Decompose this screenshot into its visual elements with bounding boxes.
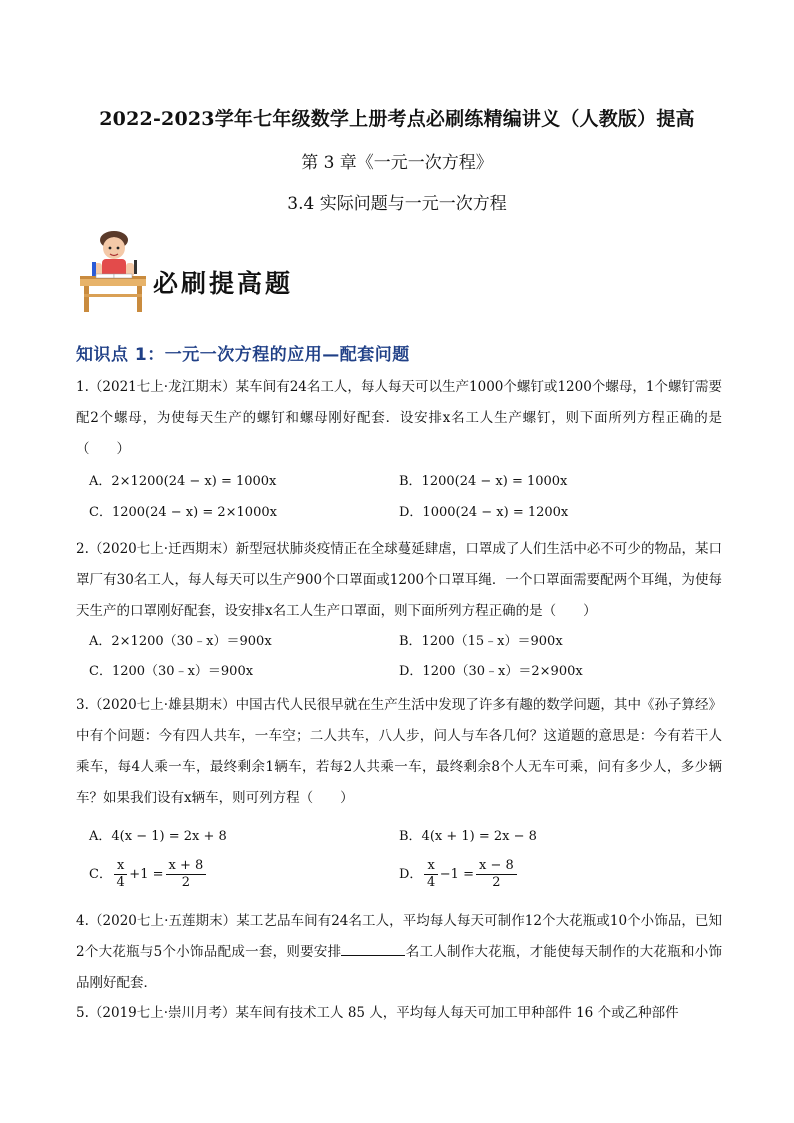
option-b: B．1200(24 − x) = 1000x bbox=[399, 474, 568, 489]
option-label: C． bbox=[89, 867, 112, 882]
option-label: D． bbox=[399, 867, 423, 882]
question-5 bbox=[76, 998, 722, 1029]
option-d: D．1000(24 − x) = 1200x bbox=[399, 505, 569, 520]
option-a: A．4(x − 1) = 2x + 8 bbox=[89, 829, 227, 844]
knowledge-point-heading: 知识点 1：一元一次方程的应用—配套问题 bbox=[76, 345, 410, 365]
question-number: 1. bbox=[76, 379, 89, 395]
option-b: B．1200（15﹣x）＝900x bbox=[399, 634, 563, 649]
answer-blank[interactable] bbox=[341, 941, 405, 956]
fraction: $\frac{x - 8}{2}$ bbox=[476, 858, 517, 891]
option-a: A．2×1200（30﹣x）＝900x bbox=[89, 634, 272, 649]
question-stem: 某车间有技术工人 85 人，平均每人每天可加工甲种部件 16 个或乙种部件 bbox=[235, 1005, 679, 1021]
question-source: （2020七上·雄县期末） bbox=[88, 697, 236, 713]
option-b: B．4(x + 1) = 2x − 8 bbox=[399, 829, 537, 844]
question-number: 3. bbox=[76, 697, 89, 713]
fraction: $\frac{x}{4}$ bbox=[424, 858, 437, 891]
question-number: 2. bbox=[76, 541, 89, 557]
document-title: 2022-2023学年七年级数学上册考点必刷练精编讲义（人教版）提高 bbox=[99, 108, 695, 130]
question-source: （2020七上·迁西期末） bbox=[88, 541, 236, 557]
fraction: $\frac{x + 8}{2}$ bbox=[166, 858, 207, 891]
option-d: D．1200（30﹣x）＝2×900x bbox=[399, 664, 583, 679]
section-banner: 必刷提高题 bbox=[153, 269, 294, 298]
fraction: $\frac{x}{4}$ bbox=[114, 858, 127, 891]
question-source: （2021七上·龙江期末） bbox=[88, 379, 236, 395]
question-stem: 名工人制作大花瓶，才能使每天制作的大花瓶和小饰品刚好配套． bbox=[76, 944, 723, 991]
option-c: C．1200（30﹣x）＝900x bbox=[89, 664, 254, 679]
student-at-desk-icon bbox=[76, 228, 150, 314]
question-number: 4. bbox=[76, 913, 89, 929]
question-1 bbox=[76, 372, 722, 465]
option-a: A．2×1200(24 − x) = 1000x bbox=[89, 474, 277, 489]
chapter-title: 第 3 章《一元一次方程》 bbox=[301, 153, 493, 173]
question-number: 5. bbox=[76, 1005, 89, 1021]
question-3 bbox=[76, 690, 722, 814]
question-stem: 新型冠状肺炎疫情正在全球蔓延肆虐，口罩成了人们生活中必不可少的物品，某口罩厂有30名工人，每人每天可以生产900个口罩面或1200个口罩耳绳．一个口罩面需要配两个耳绳，为使每天生产的口罩刚好配套，设安排x名工人生产口罩面，则下面所列方程正确的是（ ） bbox=[76, 541, 722, 619]
question-stem: 某工艺品车间有24名工人，平均每人每天可制作12个大花瓶或10个小饰品，已知2个大花瓶与5个小饰品配成一套，则要安排 bbox=[76, 913, 722, 960]
question-stem: 某车间有24名工人，每人每天可以生产1000个螺钉或1200个螺母，1个螺钉需要配2个螺母，为使每天生产的螺钉和螺母刚好配套．设安排x名工人生产螺钉，则下面所列方程正确的是（ ） bbox=[76, 379, 723, 457]
question-source: （2019七上·崇川月考） bbox=[88, 1005, 236, 1021]
question-2 bbox=[76, 534, 722, 627]
option-c: C． $\frac{x}{4}$ +1 = $\frac{x + 8}{2}$ bbox=[89, 858, 208, 891]
question-source: （2020七上·五莲期末） bbox=[88, 913, 237, 929]
question-4 bbox=[76, 906, 722, 999]
option-c: C．1200(24 − x) = 2×1000x bbox=[89, 505, 277, 520]
section-title: 3.4 实际问题与一元一次方程 bbox=[287, 194, 507, 214]
question-stem: 中国古代人民很早就在生产生活中发现了许多有趣的数学问题，其中《孙子算经》中有个问题：今有四人共车，一车空；二人共车，八人步，问人与车各几何？这道题的意思是：今有若干人乘车，每4人乘一车，最终剩余1辆车，若每2人共乘一车，最终剩余8个人无车可乘，问有多少人，多少辆车？如果我们设有x辆车，则可列方程（ ） bbox=[76, 697, 722, 806]
option-d: D． $\frac{x}{4}$ −1 = $\frac{x - 8}{2}$ bbox=[399, 858, 519, 891]
